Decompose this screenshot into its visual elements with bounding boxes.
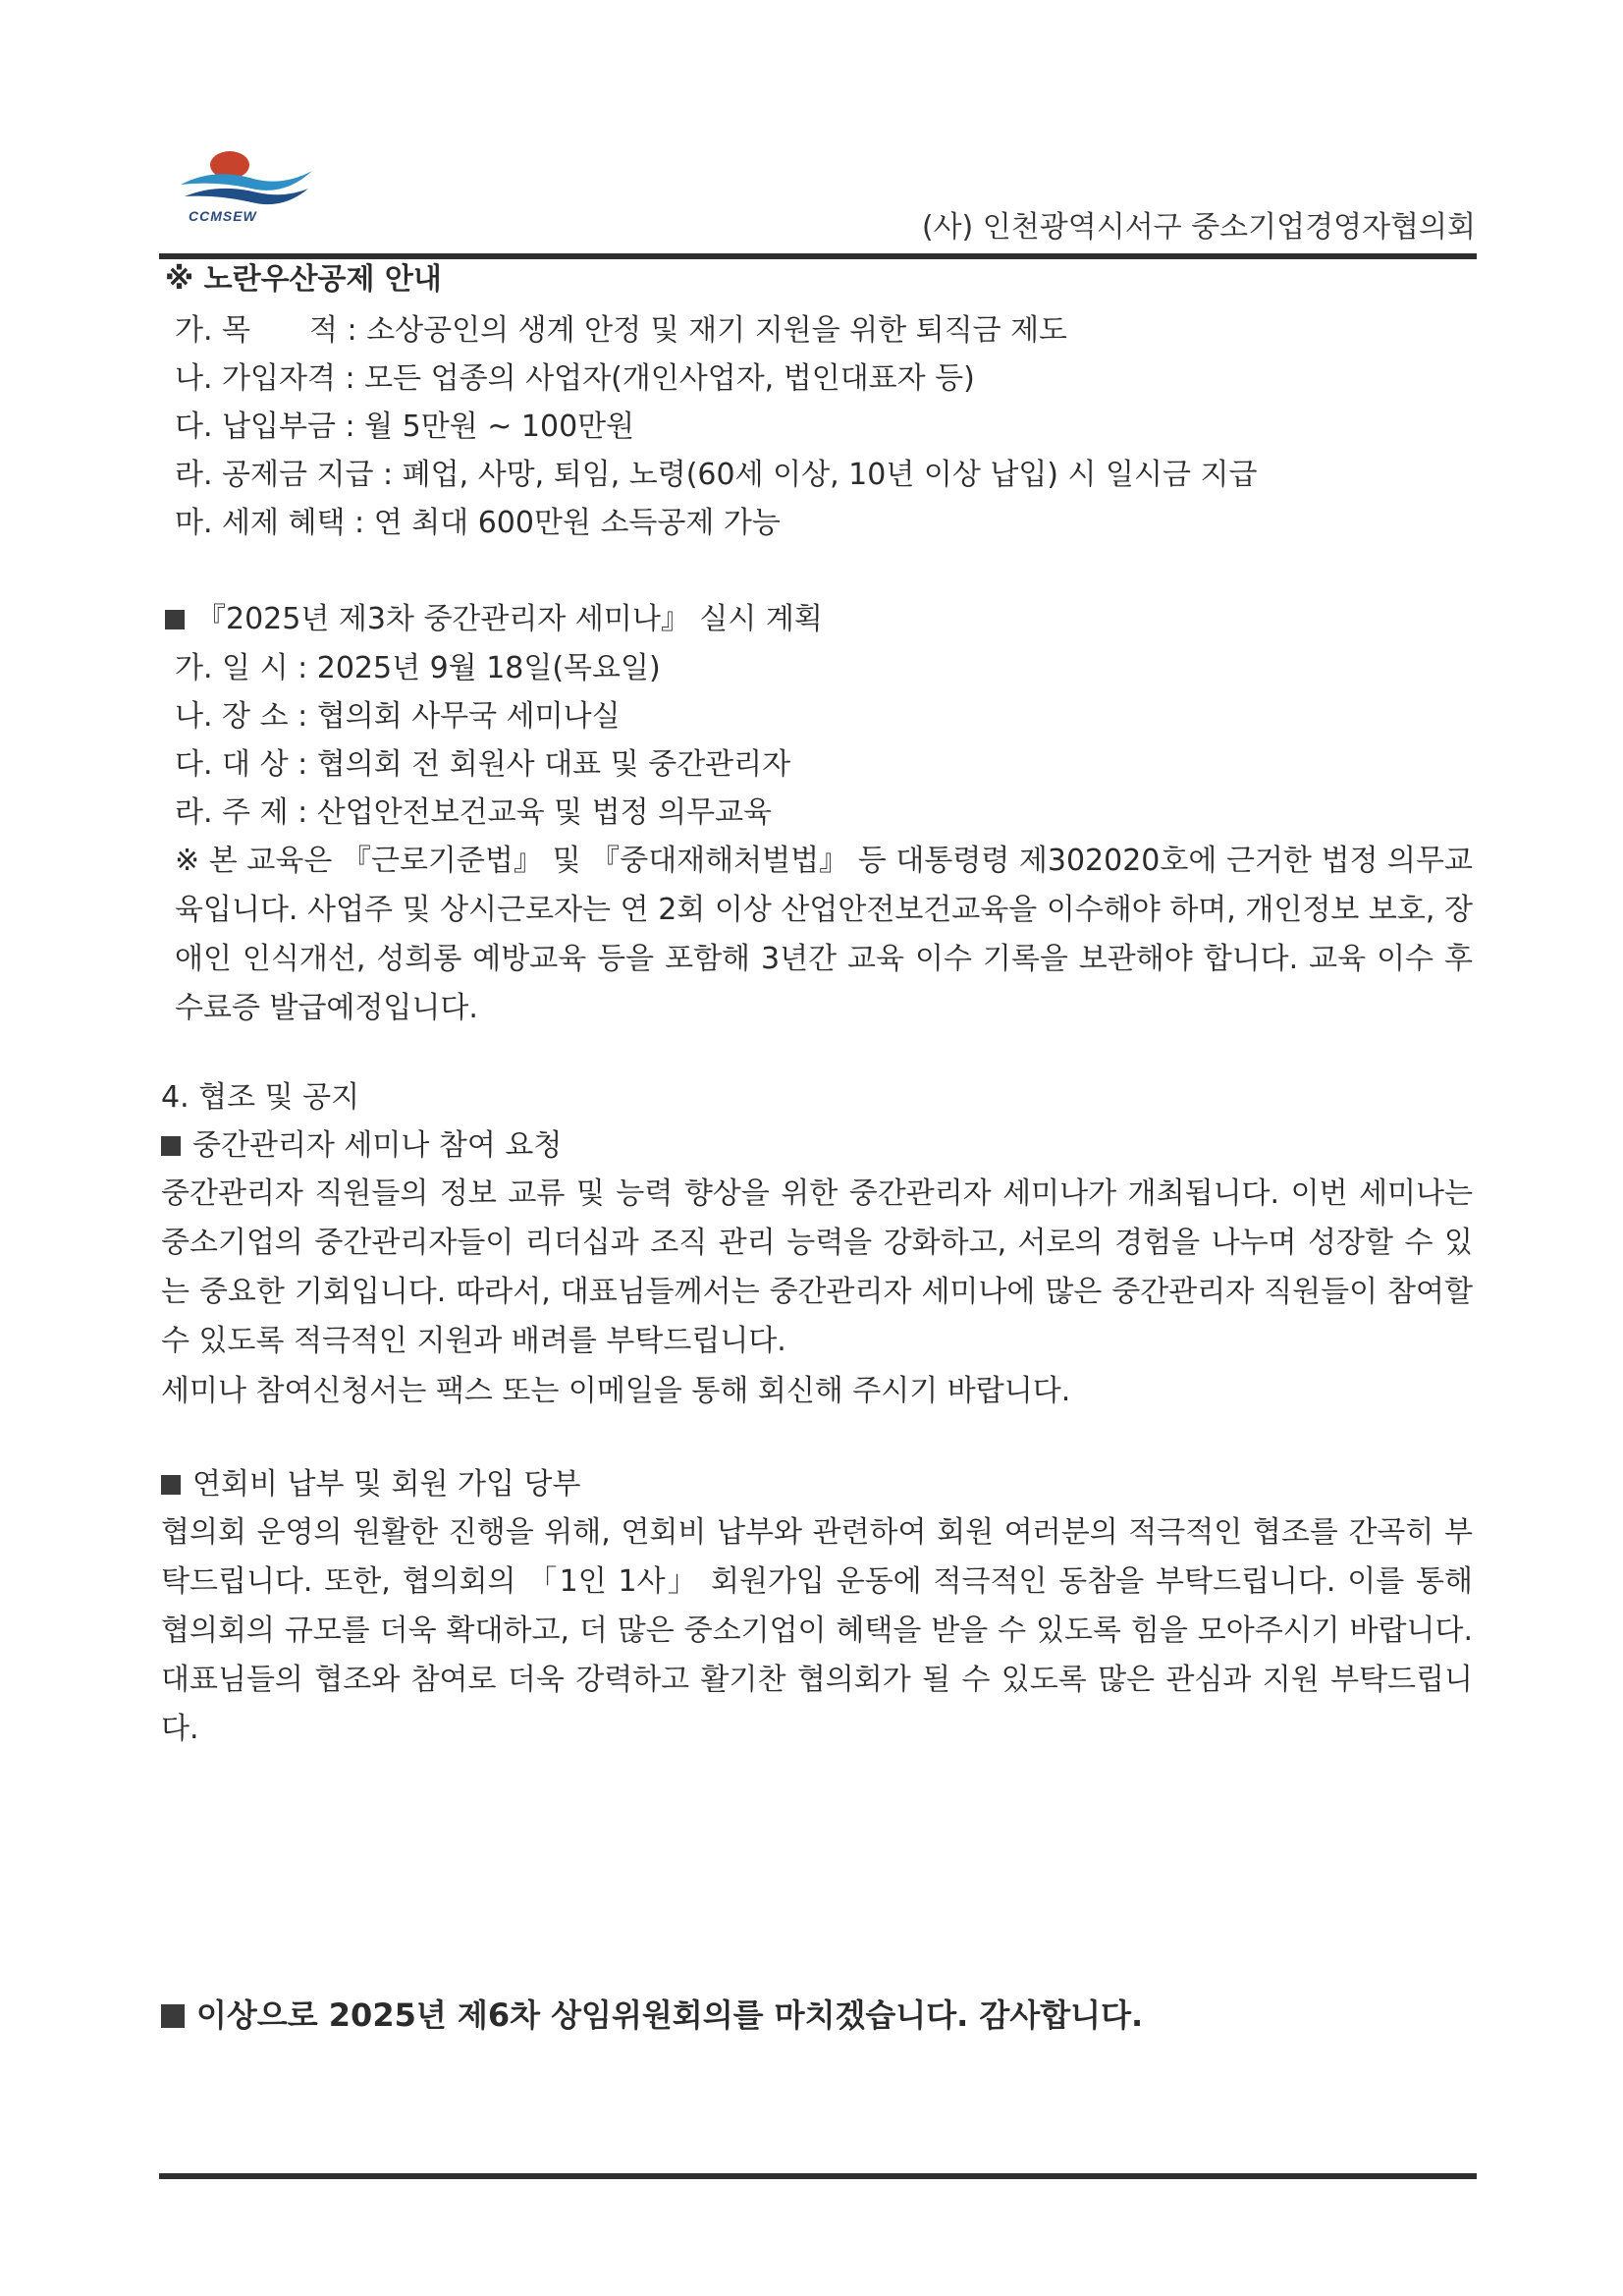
dues-body: 협의회 운영의 원활한 진행을 위해, 연회비 납부와 관련하여 회원 여러분의 적극적인 협조를 간곡히 부탁드립니다. 또한, 협의회의 「1인 1사」 회원가입 운동에 적극적인 동참을 부탁드립니다. 이를 통해 협의회의 규모를 더욱 확대하고, 더 많은 중소기업이 혜택을 받을 수 있도록 힘을 모아주시기 바랍니다. 대표님들의 협조와 참여로 더욱 강력하고 활기찬 협의회가 될 수 있도록 많은 관심과 지원 부탁드립니다. <box>161 1515 1473 1746</box>
participation-body: 중간관리자 직원들의 정보 교류 및 능력 향상을 위한 중간관리자 세미나가 개최됩니다. 이번 세미나는 중소기업의 중간관리자들이 리더십과 조직 관리 능력을 강화하고, 서로의 경험을 나누며 성장할 수 있는 중요한 기회입니다. 따라서, 대표님들께서는 중간관리자 세미나에 많은 중간관리자 직원들이 참여할 수 있도록 적극적인 지원과 배려를 부탁드립니다. <box>161 1176 1473 1358</box>
seminar-item-place: 나. 장 소 : 협의회 사무국 세미나실 <box>175 699 621 734</box>
square-bullet-icon <box>165 610 185 629</box>
closing-statement: 이상으로 2025년 제6차 상임위원회의를 마치겠습니다. 감사합니다. <box>161 1999 1143 2031</box>
square-bullet-icon <box>161 1136 181 1156</box>
logo-text: CCMSEW <box>189 208 257 224</box>
seminar-item-topic: 라. 주 제 : 산업안전보건교육 및 법정 의무교육 <box>175 795 773 830</box>
header-divider <box>159 253 1477 259</box>
noran-item-payment: 라. 공제금 지급 : 폐업, 사망, 퇴임, 노령(60세 이상, 10년 이상 납입) 시 일시금 지급 <box>175 458 1258 492</box>
noran-item-tax: 마. 세제 혜택 : 연 최대 600만원 소득공제 가능 <box>175 506 781 540</box>
participation-title: 중간관리자 세미나 참여 요청 <box>161 1131 562 1161</box>
noran-item-purpose: 가. 목 적 : 소상공인의 생계 안정 및 재기 지원을 위한 퇴직금 제도 <box>175 313 1068 348</box>
noran-item-premium: 다. 납입부금 : 월 5만원 ~ 100만원 <box>175 410 635 444</box>
noran-item-eligibility: 나. 가입자격 : 모든 업종의 사업자(개인사업자, 법인대표자 등) <box>175 361 975 396</box>
seminar-item-target: 다. 대 상 : 협의회 전 회원사 대표 및 중간관리자 <box>175 747 791 782</box>
noran-section-title: ※ 노란우산공제 안내 <box>165 262 442 297</box>
dues-title: 연회비 납부 및 회원 가입 당부 <box>161 1470 580 1500</box>
section4-title: 4. 협조 및 공지 <box>161 1080 360 1115</box>
seminar-plan-title: 『2025년 제3차 중간관리자 세미나』 실시 계획 <box>165 605 823 634</box>
square-bullet-icon <box>161 2004 185 2028</box>
logo-emblem-icon <box>175 145 322 214</box>
square-bullet-icon <box>161 1475 181 1495</box>
organization-name: (사) 인천광역시서구 중소기업경영자협의회 <box>921 210 1476 245</box>
ccmsew-logo <box>175 145 322 234</box>
seminar-note: ※ 본 교육은 『근로기준법』 및 『중대재해처벌법』 등 대통령령 제302020호에 근거한 법정 의무교육입니다. 사업주 및 상시근로자는 연 2회 이상 산업안전보건교육을 이수해야 하며, 개인정보 보호, 장애인 인식개선, 성희롱 예방교육 등을 포함해 3년간 교육 이수 기록을 보관해야 합니다. 교육 이수 후 수료증 발급예정입니다. <box>175 844 1473 1025</box>
seminar-item-date: 가. 일 시 : 2025년 9월 18일(목요일) <box>175 651 661 685</box>
participation-reply-note: 세미나 참여신청서는 팩스 또는 이메일을 통해 회신해 주시기 바랍니다. <box>161 1374 1071 1408</box>
footer-divider <box>159 2173 1477 2179</box>
